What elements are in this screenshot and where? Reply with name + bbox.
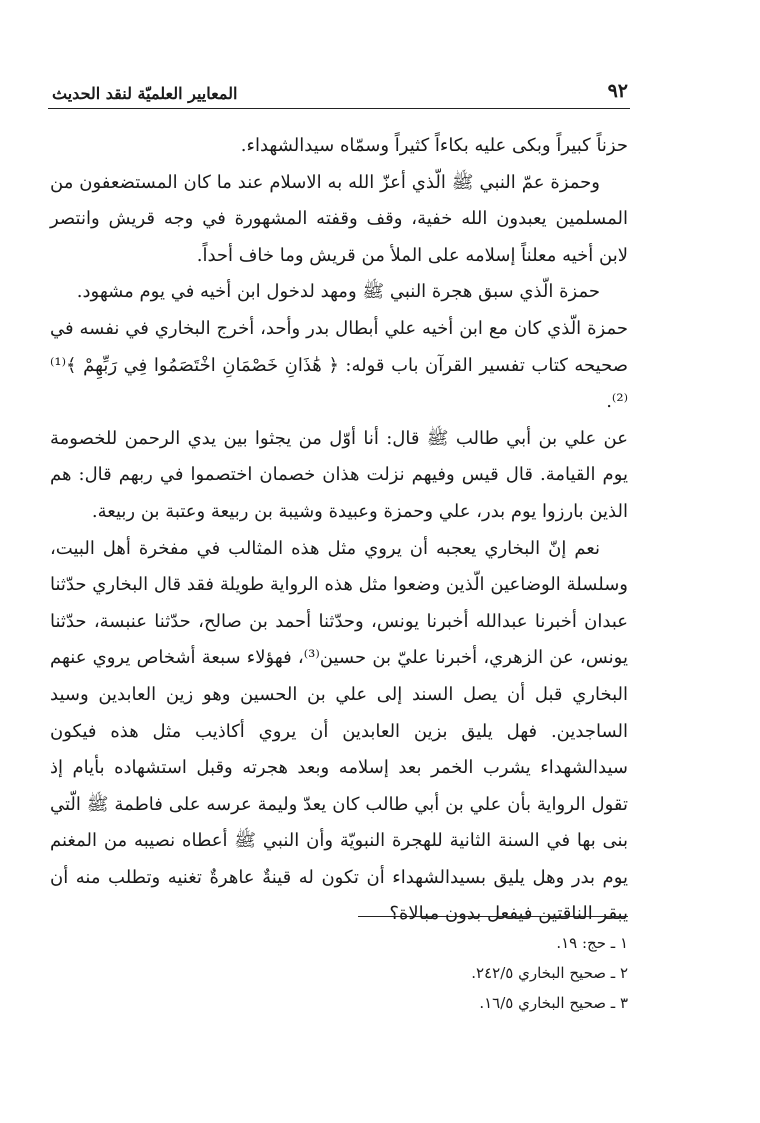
footnote-item: ٣ ـ صحيح البخاري ١٦/٥.	[479, 994, 628, 1012]
footnotes	[300, 928, 628, 1018]
footnote-item: ٢ ـ صحيح البخاري ٢٤٢/٥.	[471, 964, 628, 982]
footnote-item: ١ ـ حج: ١٩.	[556, 934, 628, 952]
page-header	[48, 82, 630, 109]
body-text	[50, 128, 628, 933]
page-number: ٩٢	[607, 80, 628, 102]
paragraph: حزناً كبيراً وبكى عليه بكاءاً كثيراً وسمّاه سيدالشهداء.	[240, 135, 628, 156]
paragraph: حمزة الّذي سبق هجرة النبي ﷺ ومهد لدخول ابن أخيه في يوم مشهود.	[76, 281, 600, 303]
paragraph: حمزة الّذي كان مع ابن أخيه علي أبطال بدر وأحد، أخرج البخاري في نفسه في صحيحه كتاب تفسير القرآن باب قوله: ﴿ هَٰذَانِ خَصْمَانِ اخْتَصَمُوا فِي رَبِّهِمْ ﴾⁽¹⁾ ⁽²⁾.	[50, 317, 628, 413]
running-title: المعايير العلميّة لنقد الحديث	[52, 84, 238, 103]
footnote-divider	[358, 916, 628, 917]
paragraph: نعم إنّ البخاري يعجبه أن يروي مثل هذه المثالب في مفخرة أهل البيت، وسلسلة الوضاعين الّذين وضعوا مثل هذه الرواية طويلة فقد قال البخاري حدّثنا عبدان أخبرنا عبدالله أخبرنا يونس، وحدّثنا أحمد بن صالح، حدّثنا عنبسة، حدّثنا يونس، عن الزهري، أخبرنا عليّ بن حسين⁽³⁾، فهؤلاء سبعة أشخاص يروي عنهم البخاري قبل أن يصل السند إلى علي بن الحسين وهو زين العابدين وسيد الساجدين. فهل يليق بزين العابدين أن يروي أكاذيب مثل هذه فيكون سيدالشهداء يشرب الخمر بعد إسلامه وبعد هجرته وقبل استشهاده بأيام إذ تقول الرواية بأن علي بن أبي طالب كان يعدّ وليمة عرسه على فاطمة ﷺ الّتي بنى بها في السنة الثانية للهجرة النبويّة وأن النبي ﷺ أعطاه نصيبه من المغنم يوم بدر وهل يليق بسيدالشهداء أن تكون له قينةٌ عاهرةٌ تغنيه وتطلب منه أن يبقر الناقتين فيفعل بدون مبالاة؟	[50, 537, 628, 925]
paragraph: وحمزة عمّ النبي ﷺ الّذي أعزّ الله به الاسلام عند ما كان المستضعفون من المسلمين يعبدون الله خفية، وقف وقفته المشهورة في وجه قريش وانتصر لابن أخيه معلناً إسلامه على الملأ من قريش وما خاف أحداً.	[50, 171, 628, 266]
paragraph: عن علي بن أبي طالب ﷺ قال: أنا أوّل من يجثوا بين يدي الرحمن للخصومة يوم القيامة. قال قيس وفيهم نزلت هذان خصمان اختصموا في ربهم قال: هم الذين بارزوا يوم بدر، علي وحمزة وعبيدة وشيبة بن ربيعة وعتبة بن ربيعة.	[50, 427, 628, 522]
